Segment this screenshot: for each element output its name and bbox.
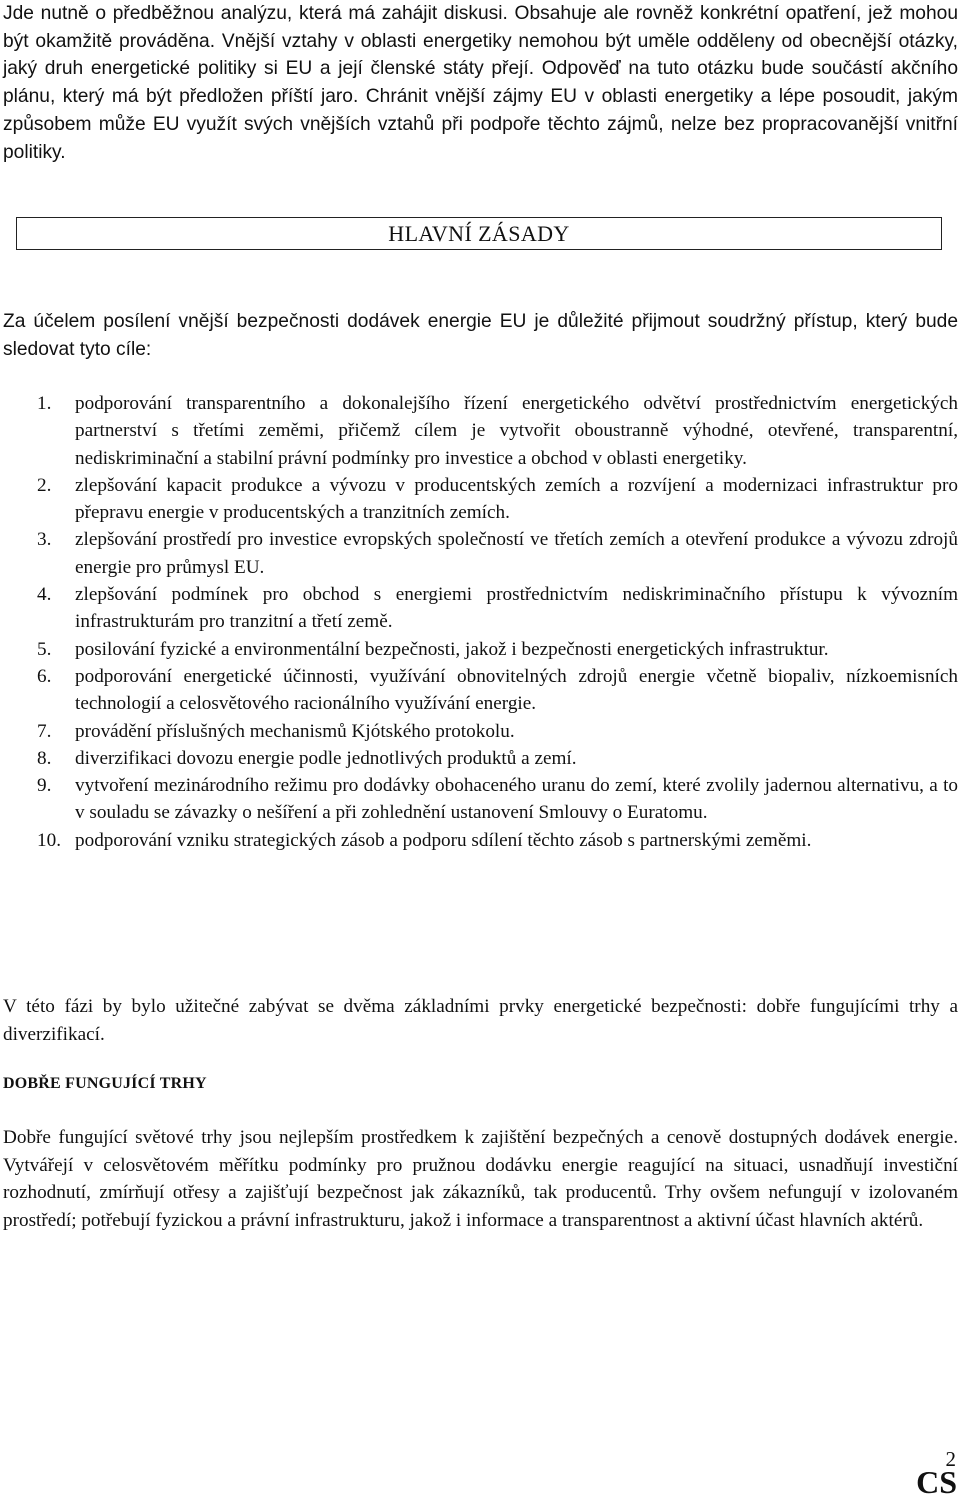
- list-item-text: zlepšování podmínek pro obchod s energiemi prostřednictvím nediskriminačního přístupu k vývozním infrastrukturám pro tranzitní a třetí země.: [75, 584, 958, 633]
- list-item-text: podporování vzniku strategických zásob a podporu sdílení těchto zásob s partnerskými zeměmi.: [75, 829, 812, 851]
- diversification-paragraph: V této fázi by bylo užitečné zabývat se dvěma základními prvky energetické bezpečnosti: dobře fungujícími trhy a diverzifikací.: [3, 996, 958, 1045]
- list-item-number: 7.: [37, 720, 52, 742]
- list-item-text: vytvoření mezinárodního režimu pro dodávky obohaceného uranu do zemí, které zvolily jadernou alternativu, a to v souladu se závazky o nešíření a při zohlednění ustanovení Smlouvy o Euratomu.: [75, 775, 958, 824]
- list-item: [3, 526, 958, 581]
- principles-intro-paragraph: Za účelem posílení vnější bezpečnosti dodávek energie EU je důležité přijmout soudržný přístup, který bude sledovat tyto cíle:: [3, 311, 958, 360]
- intro-line: vnějších vztahů při podpoře těchto zájmů, nelze bez propracovanější vnitřní politiky.: [3, 113, 958, 163]
- list-item-text: provádění příslušných mechanismů Kjótského protokolu.: [75, 720, 515, 742]
- list-item-number: 1.: [37, 393, 52, 414]
- list-item-text: podporování transparentního a dokonalejšího řízení energetického odvětví prostřednictvím energetických partnerství s třetími zeměmi, přičemž cílem je vytvořit oboustranně výhodné, otevřené, transparentní, nediskriminační a stabilní právní podmínky pro investice a obchod v oblasti energetiky.: [75, 393, 958, 469]
- list-item: [3, 581, 958, 636]
- intro-line: jež mohou být okamžitě prováděna. Vnější vztahy v oblasti energetiky nemohou být uměle: [3, 3, 958, 52]
- list-item: [3, 472, 958, 527]
- intro-line: Jde nutně o předběžnou analýzu, která má zahájit diskusi. Obsahuje ale rovněž konkrétní opatření,: [3, 3, 862, 24]
- goals-list: [3, 390, 958, 854]
- list-item-text: posilování fyzické a environmentální bezpečnosti, jakož i bezpečnosti energetických infrastruktur.: [75, 638, 829, 660]
- list-item: [3, 745, 958, 772]
- list-item-text: zlepšování prostředí pro investice evropských společností ve třetích zemích a otevření produkce a vývozu zdrojů energie pro průmysl EU.: [75, 529, 958, 578]
- list-item-number: 10.: [37, 829, 61, 851]
- intro-paragraph: [3, 0, 958, 166]
- list-item-number: 9.: [37, 775, 52, 797]
- list-item: [3, 772, 958, 827]
- intro-line: odděleny od obecnější otázky, jaký druh energetické politiky si EU a její členské státy přejí.: [3, 30, 958, 80]
- list-item-number: 2.: [37, 474, 52, 496]
- list-item: [3, 663, 958, 718]
- list-item-number: 3.: [37, 529, 52, 551]
- list-item: [3, 827, 958, 854]
- language-code: CS: [916, 1464, 957, 1500]
- list-item: [3, 390, 958, 472]
- list-item-text: zlepšování kapacit produkce a vývozu v producentských zemích a rozvíjení a modernizaci infrastruktur pro přepravu energie v producentských a tranzitních zemích.: [75, 474, 958, 524]
- list-item-text: diverzifikaci dovozu energie podle jednotlivých produktů a zemí.: [75, 747, 577, 769]
- list-item: [3, 718, 958, 745]
- markets-paragraph: Dobře fungující světové trhy jsou nejlepším prostředkem k zajištění bezpečných a cenově dostupných dodávek energie. Vytvářejí v celosvětovém měřítku podmínky pro pružnou dodávku energie reagující na situaci, usnadňují investiční rozhodnutí, zmírňují otřesy a zajišťují bezpečnost jak zákazníků, tak producentů. Trhy ovšem nefungují v izolovaném prostředí; potřebují fyzickou a právní infrastrukturu, jakož i informace a transparentnost a aktivní účast hlavních aktérů.: [3, 1127, 958, 1231]
- section-heading-box: [16, 217, 942, 250]
- list-item-number: 5.: [37, 638, 52, 660]
- intro-line: vnější zájmy EU v oblasti energetiky a lépe posoudit, jakým způsobem může EU využít svých: [3, 86, 958, 135]
- list-item-text: podporování energetické účinnosti, využívání obnovitelných zdrojů energie včetně biopaliv, nízkoemisních technologií a celosvětového racionálního využívání energie.: [75, 665, 958, 715]
- list-item-number: 6.: [37, 665, 52, 687]
- page-number: 2: [945, 1447, 956, 1471]
- list-item-number: 8.: [37, 747, 52, 769]
- intro-line: Odpověď na tuto otázku bude součástí akčního plánu, který má být předložen příští jaro. Chránit: [3, 58, 958, 108]
- subsection-heading: DOBŘE FUNGUJÍCÍ TRHY: [3, 1075, 207, 1092]
- list-item-number: 4.: [37, 584, 52, 606]
- section-heading: HLAVNÍ ZÁSADY: [388, 220, 570, 246]
- list-item: [3, 636, 958, 663]
